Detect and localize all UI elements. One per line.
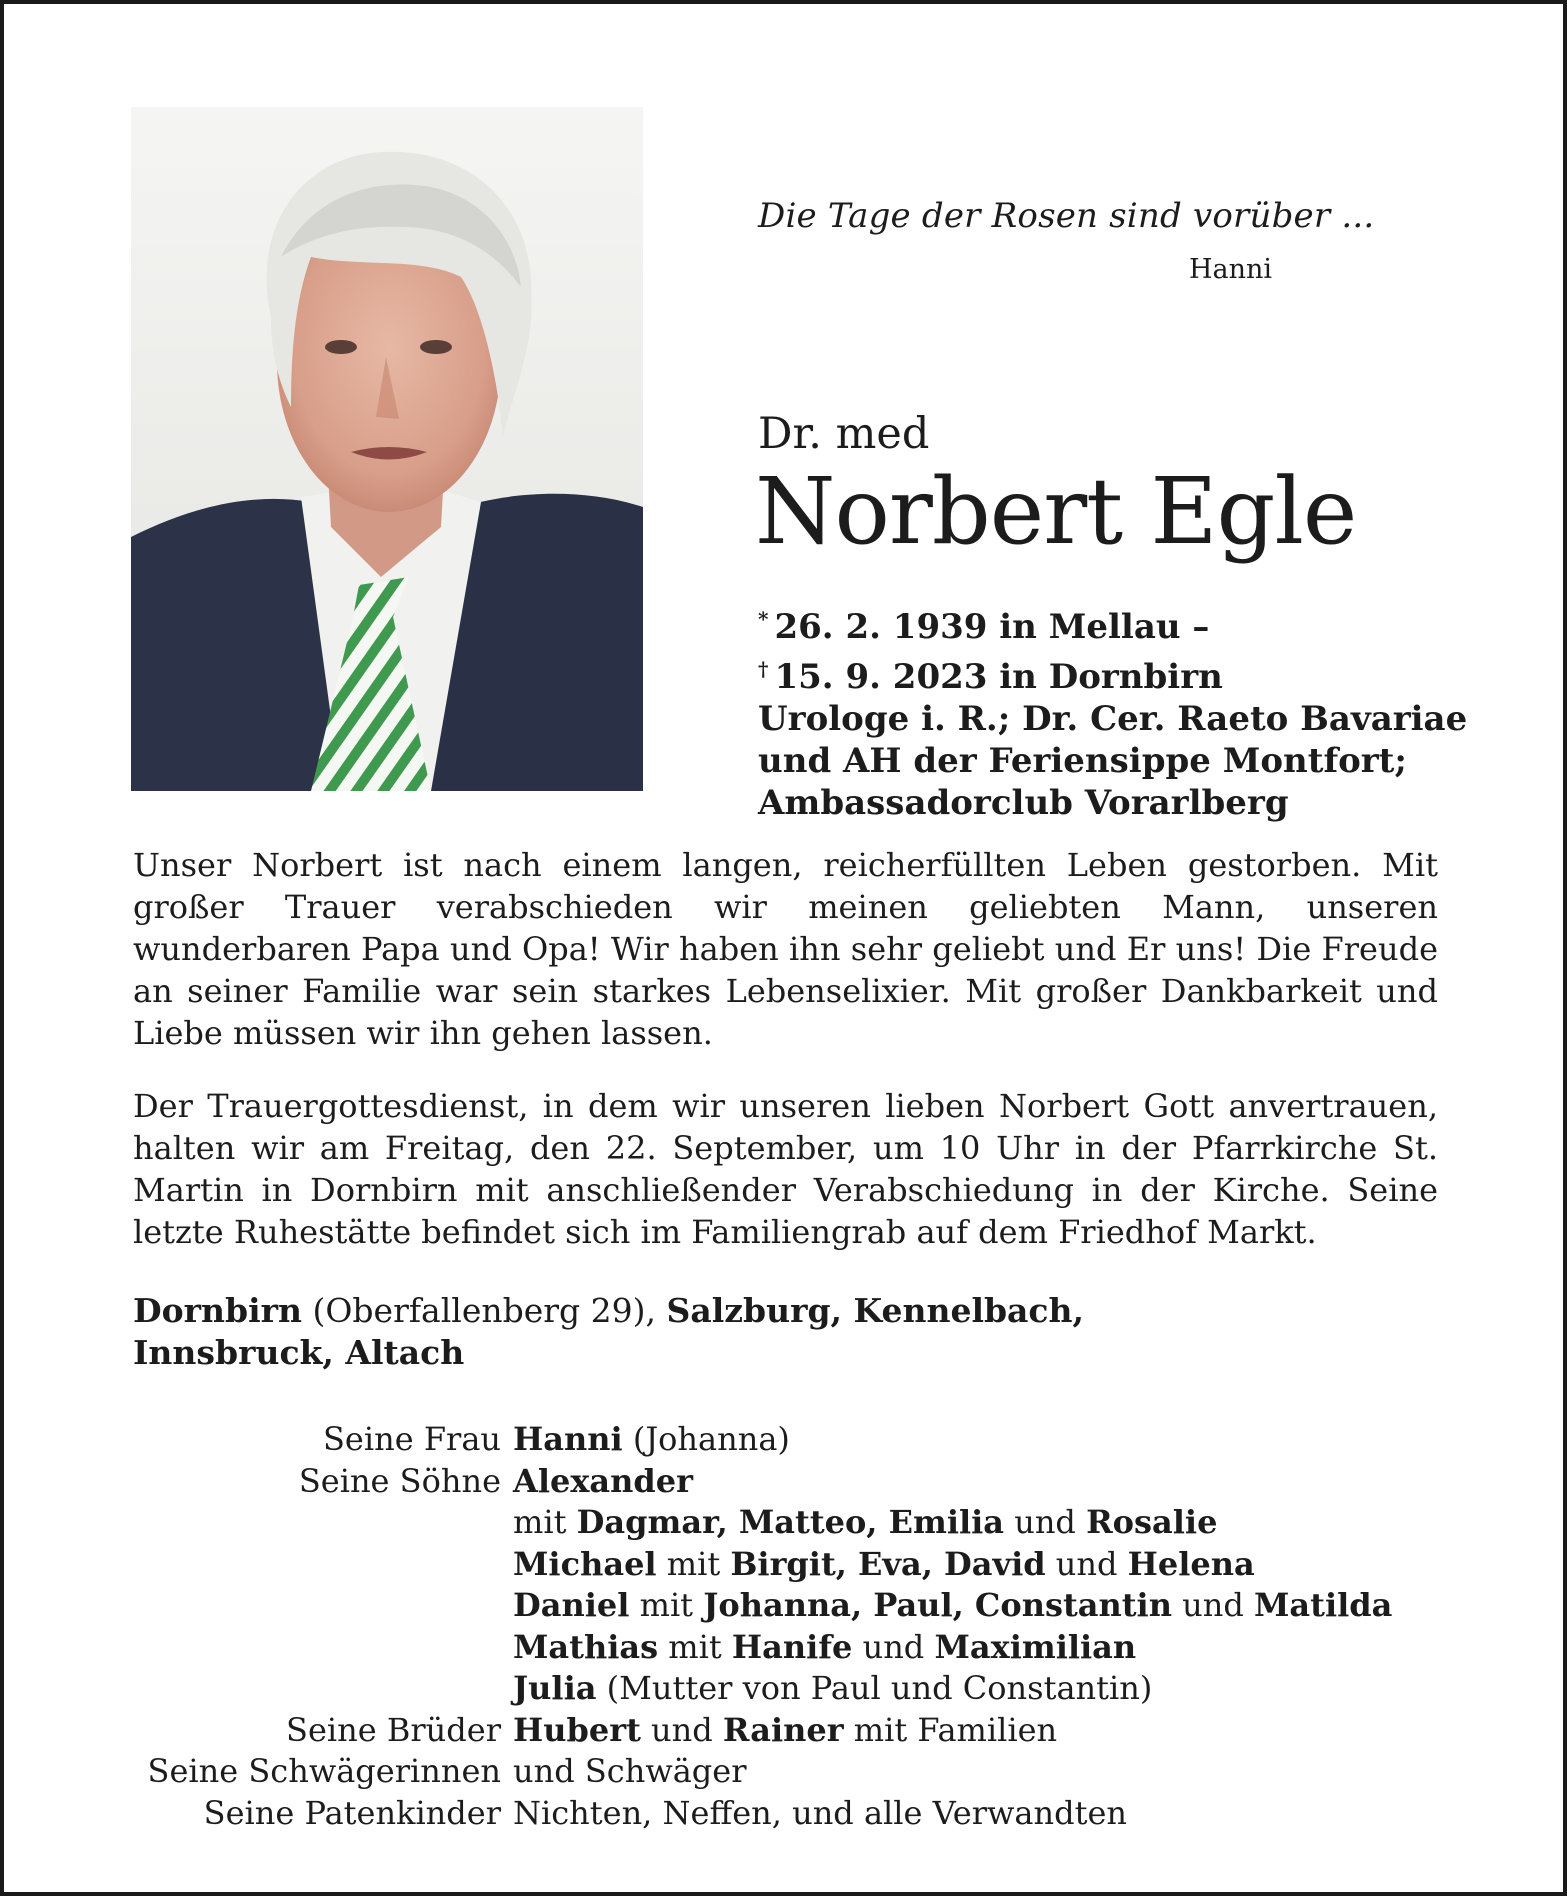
memorial-quote: Die Tage der Rosen sind vorüber ...	[758, 196, 1375, 236]
family-row	[133, 1585, 1392, 1627]
son-family-names: Birgit, Eva, David	[730, 1544, 1046, 1583]
death-line	[758, 648, 1467, 698]
son-family-names: Dagmar, Matteo, Emilia	[576, 1503, 1005, 1541]
obituary-paragraph: Unser Norbert ist nach einem langen, reicherfüllten Leben gestorben. Mit großer Trauer verabschieden wir meinen geliebten Mann, unseren wunderbaren Papa und Opa! Wir haben ihn sehr geliebt und Er uns! Die Freude an seiner Familie war sein starkes Lebenselixier. Mit großer Dankbarkeit und Liebe müssen wir ihn gehen lassen.	[133, 846, 1438, 1052]
role-line: Urologe i. R.; Dr. Cer. Raeto Bavariae	[758, 699, 1468, 739]
son-family-names: Rosalie	[1086, 1503, 1218, 1541]
son-family-names: Helena	[1127, 1544, 1255, 1583]
relation-names: mit Dagmar, Matteo, Emilia und Rosalie	[513, 1503, 1218, 1541]
relation-label: Seine Söhne	[298, 1461, 501, 1500]
family-row	[133, 1668, 1392, 1710]
family-row	[133, 1544, 1392, 1586]
son-family-names: Johanna, Paul, Constantin	[703, 1586, 1172, 1624]
places-line-2	[133, 1332, 1084, 1374]
birth-date: 26. 2. 1939 in Mellau –	[774, 607, 1210, 647]
birth-line	[758, 598, 1467, 648]
family-row-sons	[133, 1461, 1392, 1503]
places-block	[133, 1290, 1084, 1374]
relation-names	[513, 1461, 693, 1503]
family-row-brothers	[133, 1710, 1392, 1752]
role-line: und AH der Feriensippe Montfort;	[758, 741, 1407, 781]
son-name: Daniel	[513, 1586, 630, 1624]
son-family-names: Hanife	[731, 1627, 853, 1666]
place-address: (Oberfallenberg 29),	[302, 1291, 667, 1330]
relation-names: Mathias mit Hanife und Maximilian	[513, 1627, 1137, 1666]
deceased-name: Norbert Egle	[755, 458, 1357, 565]
bio-block	[758, 598, 1467, 824]
relation-names	[513, 1419, 790, 1461]
places-line-1	[133, 1290, 1084, 1332]
portrait-illustration	[131, 107, 643, 791]
academic-title: Dr. med	[758, 409, 930, 459]
julia-name: Julia	[513, 1669, 597, 1707]
son-family-names: Maximilian	[934, 1627, 1137, 1666]
son-name: Alexander	[513, 1461, 694, 1500]
relation-names: Daniel mit Johanna, Paul, Constantin und Matilda	[513, 1586, 1393, 1624]
son-name: Mathias	[513, 1627, 659, 1666]
relation-label: Seine Frau	[323, 1420, 501, 1458]
family-row	[133, 1502, 1392, 1544]
relation-names	[513, 1668, 1152, 1710]
places-cities: Innsbruck, Altach	[133, 1333, 465, 1372]
relation-names: Nichten, Neffen, und alle Verwandten	[513, 1793, 1127, 1832]
relation-names: Hubert und Rainer mit Familien	[513, 1710, 1058, 1749]
family-row-wife	[133, 1419, 1392, 1461]
family-row-godchildren	[133, 1793, 1392, 1835]
family-list	[133, 1419, 1392, 1834]
relation-label: Seine Brüder	[286, 1710, 501, 1749]
relation-label: Seine Schwägerinnen	[147, 1752, 501, 1790]
relation-names: und Schwäger	[513, 1752, 747, 1790]
quote-signature: Hanni	[1189, 254, 1273, 285]
death-symbol: †	[758, 657, 769, 681]
julia-note: (Mutter von Paul und Constantin)	[596, 1669, 1153, 1707]
relation-names: Michael mit Birgit, Eva, David und Helena	[513, 1544, 1255, 1583]
place-dornbirn: Dornbirn	[133, 1291, 302, 1330]
family-row	[133, 1627, 1392, 1669]
relation-label: Seine Patenkinder	[203, 1793, 501, 1832]
places-cities: Salzburg, Kennelbach,	[666, 1291, 1085, 1330]
death-date: 15. 9. 2023 in Dornbirn	[774, 657, 1223, 697]
birth-symbol: *	[758, 607, 769, 631]
funeral-paragraph: Der Trauergottesdienst, in dem wir unseren lieben Norbert Gott anvertrauen, halten wir am Freitag, den 22. September, um 10 Uhr in der Pfarrkirche St. Martin in Dornbirn mit anschließender Verabschiedung in der Kirche. Seine letzte Ruhestätte befindet sich im Familiengrab auf dem Friedhof Markt.	[133, 1087, 1438, 1251]
son-name: Michael	[513, 1544, 657, 1583]
brother-name: Rainer	[722, 1710, 844, 1749]
brother-name: Hubert	[513, 1710, 641, 1749]
family-row-inlaws	[133, 1751, 1392, 1793]
portrait-photo	[131, 107, 643, 791]
wife-note: (Johanna)	[622, 1420, 790, 1458]
son-family-names: Matilda	[1254, 1586, 1393, 1624]
wife-name: Hanni	[513, 1420, 623, 1458]
role-line: Ambassadorclub Vorarlberg	[758, 783, 1289, 823]
